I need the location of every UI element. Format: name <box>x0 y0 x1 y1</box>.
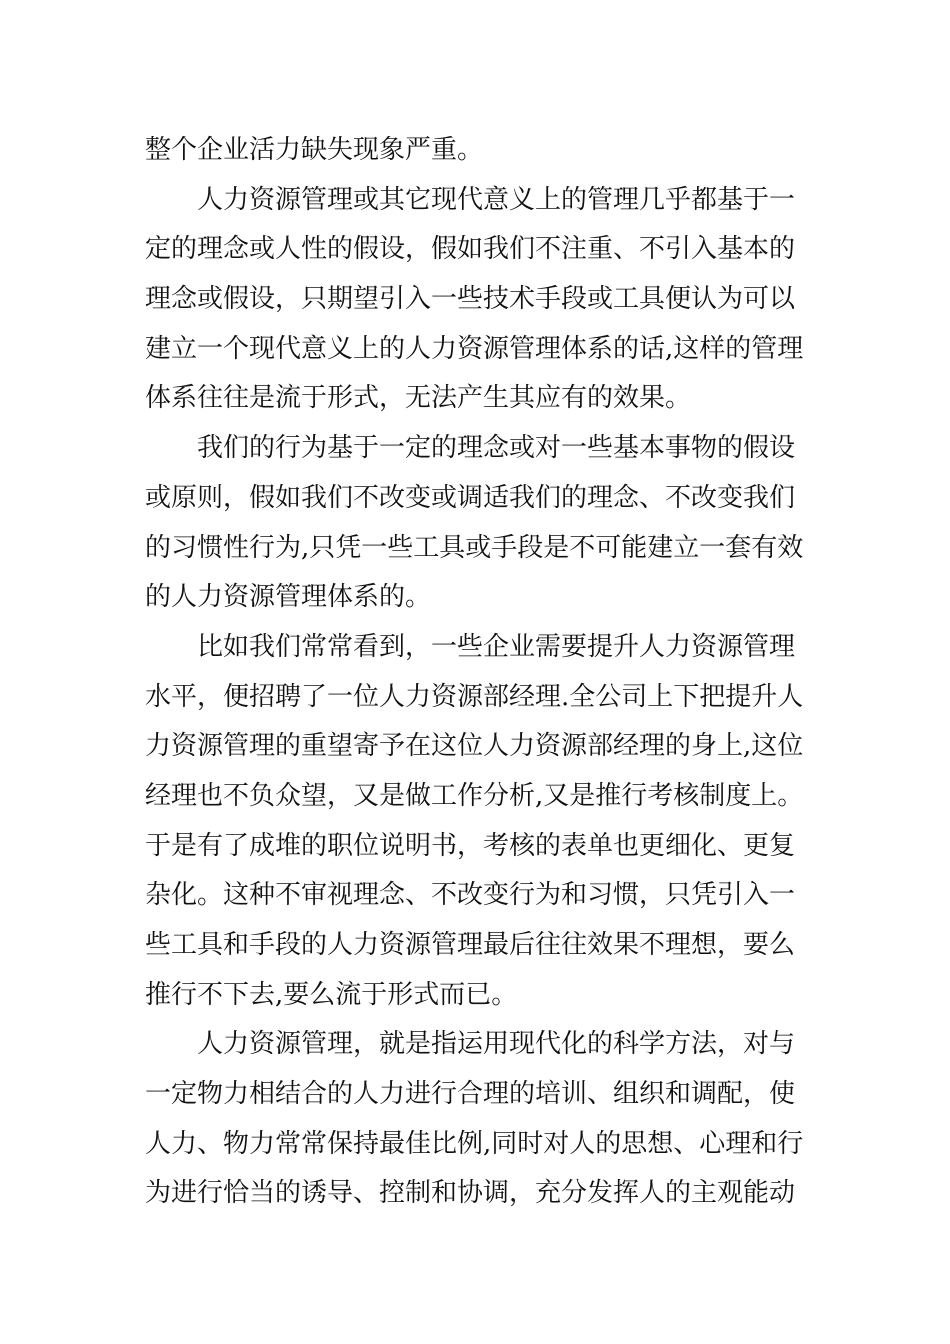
text-line: 人力资源管理，就是指运用现代化的科学方法，对与 <box>197 1029 796 1060</box>
body-text <box>145 126 805 1219</box>
text-line: 理念或假设，只期望引入一些技术手段或工具便认为可以 <box>145 284 796 315</box>
text-line: 的人力资源管理体系的。 <box>145 582 432 613</box>
text-line: 于是有了成堆的职位说明书，考核的表单也更细化、更复 <box>145 830 796 861</box>
text-line: 些工具和手段的人力资源管理最后往往效果不理想，要么 <box>145 930 796 960</box>
text-line: 人力、物力常常保持最佳比例,同时对人的思想、心理和行 <box>145 1128 804 1159</box>
text-line: 体系往往是流于形式，无法产生其应有的效果。 <box>145 383 692 414</box>
text-line: 比如我们常常看到，一些企业需要提升人力资源管理 <box>197 631 796 662</box>
text-line: 为进行恰当的诱导、控制和协调，充分发挥人的主观能动 <box>145 1178 796 1209</box>
text-line: 我们的行为基于一定的理念或对一些基本事物的假设 <box>197 433 796 464</box>
text-line: 杂化。这种不审视理念、不改变行为和习惯，只凭引入一 <box>145 880 796 911</box>
text-line: 水平，便招聘了一位人力资源部经理.全公司上下把提升人 <box>145 681 804 712</box>
text-line: 建立一个现代意义上的人力资源管理体系的话,这样的管理 <box>145 333 804 364</box>
text-line: 的习惯性行为,只凭一些工具或手段是不可能建立一套有效 <box>145 532 804 563</box>
text-line: 定的理念或人性的假设，假如我们不注重、不引入基本的 <box>145 234 796 265</box>
text-line: 经理也不负众望，又是做工作分析,又是推行考核制度上。 <box>145 780 804 811</box>
text-line: 一定物力相结合的人力进行合理的培训、组织和调配，使 <box>145 1079 796 1110</box>
text-line: 推行不下去,要么流于形式而已。 <box>145 979 518 1010</box>
text-line: 力资源管理的重望寄予在这位人力资源部经理的身上,这位 <box>145 731 804 762</box>
text-line: 人力资源管理或其它现代意义上的管理几乎都基于一 <box>197 184 796 215</box>
text-line: 或原则，假如我们不改变或调适我们的理念、不改变我们 <box>145 482 796 513</box>
text-line: 整个企业活力缺失现象严重。 <box>145 135 484 165</box>
